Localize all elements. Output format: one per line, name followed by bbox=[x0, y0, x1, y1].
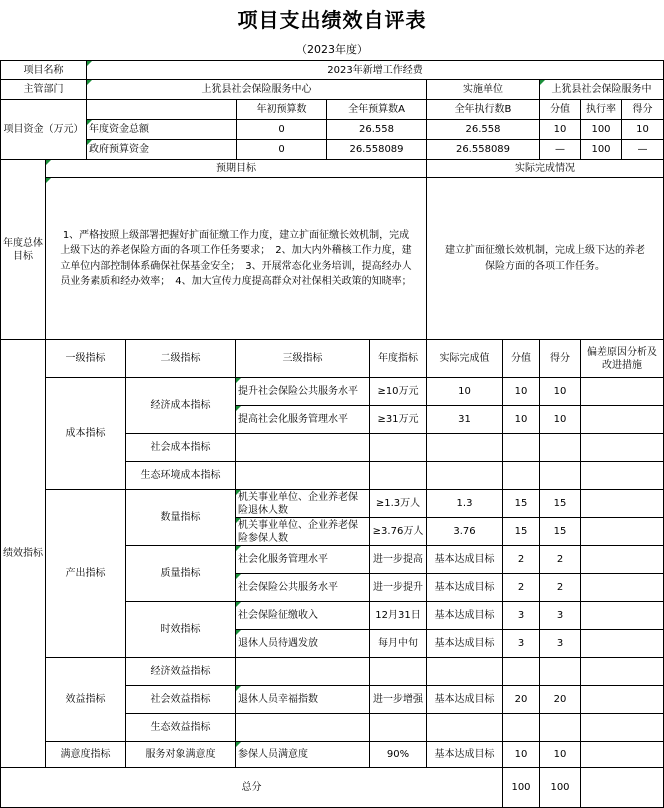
level2-timeliness: 时效指标 bbox=[126, 602, 236, 658]
expected-goal-header: 预期目标 bbox=[46, 160, 427, 178]
dept-value: 上犹县社会保险服务中心 bbox=[87, 80, 427, 100]
indicator-note bbox=[581, 378, 664, 406]
indicator-header: 偏差原因分析及改进措施 bbox=[581, 340, 664, 378]
funds-cell: 100 bbox=[581, 140, 622, 160]
indicator-empty-cell bbox=[540, 462, 581, 490]
funds-cell: 26.558 bbox=[327, 120, 427, 140]
indicator-name: 机关事业单位、企业养老保险参保人数 bbox=[236, 518, 370, 546]
level2-eco-benefit: 生态效益指标 bbox=[126, 714, 236, 742]
indicator-name: 机关事业单位、企业养老保险退休人数 bbox=[236, 490, 370, 518]
indicator-actual: 基本达成目标 bbox=[427, 630, 503, 658]
indicator-header: 二级指标 bbox=[126, 340, 236, 378]
indicator-empty-cell bbox=[503, 714, 540, 742]
indicator-target: 每月中旬 bbox=[370, 630, 427, 658]
funds-header: 执行率 bbox=[581, 100, 622, 120]
funds-header: 全年执行数B bbox=[427, 100, 540, 120]
indicator-target: 90% bbox=[370, 742, 427, 768]
page-title: 项目支出绩效自评表 bbox=[237, 8, 427, 32]
indicator-actual: 基本达成目标 bbox=[427, 602, 503, 630]
indicator-header: 得分 bbox=[540, 340, 581, 378]
indicator-header: 三级指标 bbox=[236, 340, 370, 378]
funds-cell: 26.558089 bbox=[327, 140, 427, 160]
level1-output: 产出指标 bbox=[46, 490, 126, 658]
indicator-name: 社会化服务管理水平 bbox=[236, 546, 370, 574]
indicator-empty-cell bbox=[370, 462, 427, 490]
indicator-note bbox=[581, 602, 664, 630]
level2-social-benefit: 社会效益指标 bbox=[126, 686, 236, 714]
funds-cell: 26.558089 bbox=[427, 140, 540, 160]
funds-cell: 100 bbox=[581, 120, 622, 140]
indicator-got: 2 bbox=[540, 574, 581, 602]
indicator-target: 进一步增强 bbox=[370, 686, 427, 714]
indicator-empty-cell bbox=[236, 434, 370, 462]
impl-value: 上犹县社会保险服务中 bbox=[540, 80, 664, 100]
indicator-note bbox=[581, 630, 664, 658]
indicator-empty-cell bbox=[540, 658, 581, 686]
indicator-empty-cell bbox=[236, 658, 370, 686]
indicator-target: 进一步提高 bbox=[370, 546, 427, 574]
level2-service-satisfaction: 服务对象满意度 bbox=[126, 742, 236, 768]
indicator-got: 2 bbox=[540, 546, 581, 574]
total-note bbox=[581, 768, 664, 808]
indicator-empty-cell bbox=[427, 658, 503, 686]
indicator-got: 15 bbox=[540, 490, 581, 518]
indicator-header: 分值 bbox=[503, 340, 540, 378]
indicator-note bbox=[581, 406, 664, 434]
level2-eco-cost: 生态环境成本指标 bbox=[126, 462, 236, 490]
funds-cell: 26.558 bbox=[427, 120, 540, 140]
level1-benefit: 效益指标 bbox=[46, 658, 126, 742]
indicator-target: ≥31万元 bbox=[370, 406, 427, 434]
indicator-score: 20 bbox=[503, 686, 540, 714]
level2-economic-cost: 经济成本指标 bbox=[126, 378, 236, 434]
funds-cell: 0 bbox=[237, 140, 327, 160]
level2-economic-benefit: 经济效益指标 bbox=[126, 658, 236, 686]
level2-quality: 质量指标 bbox=[126, 546, 236, 602]
indicator-actual: 基本达成目标 bbox=[427, 574, 503, 602]
indicator-header: 一级指标 bbox=[46, 340, 126, 378]
funds-cell: 10 bbox=[540, 120, 581, 140]
indicator-empty-cell bbox=[370, 434, 427, 462]
project-name-value: 2023年新增工作经费 bbox=[87, 60, 664, 80]
indicator-name: 退休人员待遇发放 bbox=[236, 630, 370, 658]
indicator-got: 10 bbox=[540, 406, 581, 434]
indicator-actual: 基本达成目标 bbox=[427, 686, 503, 714]
indicator-score: 10 bbox=[503, 406, 540, 434]
indicator-empty-cell bbox=[427, 714, 503, 742]
indicator-actual: 基本达成目标 bbox=[427, 742, 503, 768]
indicator-actual: 10 bbox=[427, 378, 503, 406]
indicator-score: 2 bbox=[503, 546, 540, 574]
funds-cell: — bbox=[622, 140, 664, 160]
indicator-empty-cell bbox=[370, 658, 427, 686]
indicator-got: 10 bbox=[540, 742, 581, 768]
indicator-target: ≥10万元 bbox=[370, 378, 427, 406]
year-label: （2023年度） bbox=[296, 43, 368, 56]
level1-satisfaction: 满意度指标 bbox=[46, 742, 126, 768]
indicator-actual: 31 bbox=[427, 406, 503, 434]
indicator-got: 20 bbox=[540, 686, 581, 714]
funds-header: 年初预算数 bbox=[237, 100, 327, 120]
indicator-got: 10 bbox=[540, 378, 581, 406]
indicator-target: ≥3.76万人 bbox=[370, 518, 427, 546]
indicator-empty-cell bbox=[503, 434, 540, 462]
indicator-empty-cell bbox=[503, 658, 540, 686]
indicator-score: 10 bbox=[503, 378, 540, 406]
funds-label: 项目资金（万元） bbox=[0, 100, 87, 160]
indicator-note bbox=[581, 490, 664, 518]
total-score: 100 bbox=[503, 768, 540, 808]
indicator-empty-cell bbox=[540, 434, 581, 462]
indicator-name: 社会保险公共服务水平 bbox=[236, 574, 370, 602]
indicator-empty-cell bbox=[236, 714, 370, 742]
funds-header: 分值 bbox=[540, 100, 581, 120]
indicator-target: 进一步提升 bbox=[370, 574, 427, 602]
indicator-header: 年度指标 bbox=[370, 340, 427, 378]
indicator-name: 提高社会化服务管理水平 bbox=[236, 406, 370, 434]
indicator-actual: 1.3 bbox=[427, 490, 503, 518]
total-label: 总分 bbox=[0, 768, 503, 808]
indicator-empty-cell bbox=[427, 434, 503, 462]
indicator-name: 提升社会保险公共服务水平 bbox=[236, 378, 370, 406]
indicator-empty-cell bbox=[370, 714, 427, 742]
indicator-score: 2 bbox=[503, 574, 540, 602]
actual-goal-text: 建立扩面征缴长效机制，完成上级下达的养老保险方面的各项工作任务。 bbox=[427, 178, 664, 340]
indicator-name: 退休人员幸福指数 bbox=[236, 686, 370, 714]
indicator-note bbox=[581, 518, 664, 546]
level2-quantity: 数量指标 bbox=[126, 490, 236, 546]
goals-label: 年度总体目标 bbox=[0, 160, 46, 340]
indicator-empty-cell bbox=[581, 714, 664, 742]
indicators-label: 绩效指标 bbox=[0, 340, 46, 768]
indicator-note bbox=[581, 686, 664, 714]
indicator-empty-cell bbox=[540, 714, 581, 742]
indicator-actual: 基本达成目标 bbox=[427, 546, 503, 574]
funds-cell: 10 bbox=[622, 120, 664, 140]
indicator-empty-cell bbox=[581, 462, 664, 490]
indicator-target: ≥1.3万人 bbox=[370, 490, 427, 518]
indicator-score: 3 bbox=[503, 630, 540, 658]
funds-header-blank bbox=[87, 100, 237, 120]
indicator-actual: 3.76 bbox=[427, 518, 503, 546]
funds-cell: — bbox=[540, 140, 581, 160]
level1-cost: 成本指标 bbox=[46, 378, 126, 490]
indicator-empty-cell bbox=[427, 462, 503, 490]
indicator-name: 参保人员满意度 bbox=[236, 742, 370, 768]
indicator-got: 15 bbox=[540, 518, 581, 546]
indicator-note bbox=[581, 742, 664, 768]
indicator-note bbox=[581, 574, 664, 602]
funds-row-name: 政府预算资金 bbox=[87, 140, 237, 160]
expected-goal-text: 1、严格按照上级部署把握好扩面征缴工作力度，建立扩面征缴长效机制，完成上级下达的养老保险方面的各项工作任务要求； 2、加大内外稽核工作力度，建立单位内部控制体系确保社保基金安全； 3、开展常态化业务培训，提高经办人员业务素质和经办效率； 4、加大宣传力度提高群众对社保相关政策的知晓率； bbox=[46, 178, 427, 340]
funds-row-name: 年度资金总额 bbox=[87, 120, 237, 140]
project-name-label: 项目名称 bbox=[0, 60, 87, 80]
impl-label: 实施单位 bbox=[427, 80, 540, 100]
indicator-score: 3 bbox=[503, 602, 540, 630]
indicator-note bbox=[581, 546, 664, 574]
indicator-empty-cell bbox=[581, 658, 664, 686]
level2-social-cost: 社会成本指标 bbox=[126, 434, 236, 462]
indicator-got: 3 bbox=[540, 602, 581, 630]
actual-goal-header: 实际完成情况 bbox=[427, 160, 664, 178]
indicator-score: 15 bbox=[503, 518, 540, 546]
indicator-empty-cell bbox=[503, 462, 540, 490]
indicator-got: 3 bbox=[540, 630, 581, 658]
indicator-score: 10 bbox=[503, 742, 540, 768]
indicator-empty-cell bbox=[581, 434, 664, 462]
funds-header: 得分 bbox=[622, 100, 664, 120]
total-got: 100 bbox=[540, 768, 581, 808]
indicator-score: 15 bbox=[503, 490, 540, 518]
indicator-header: 实际完成值 bbox=[427, 340, 503, 378]
indicator-empty-cell bbox=[236, 462, 370, 490]
indicator-target: 12月31日 bbox=[370, 602, 427, 630]
indicator-name: 社会保险征缴收入 bbox=[236, 602, 370, 630]
funds-header: 全年预算数A bbox=[327, 100, 427, 120]
funds-cell: 0 bbox=[237, 120, 327, 140]
dept-label: 主管部门 bbox=[0, 80, 87, 100]
